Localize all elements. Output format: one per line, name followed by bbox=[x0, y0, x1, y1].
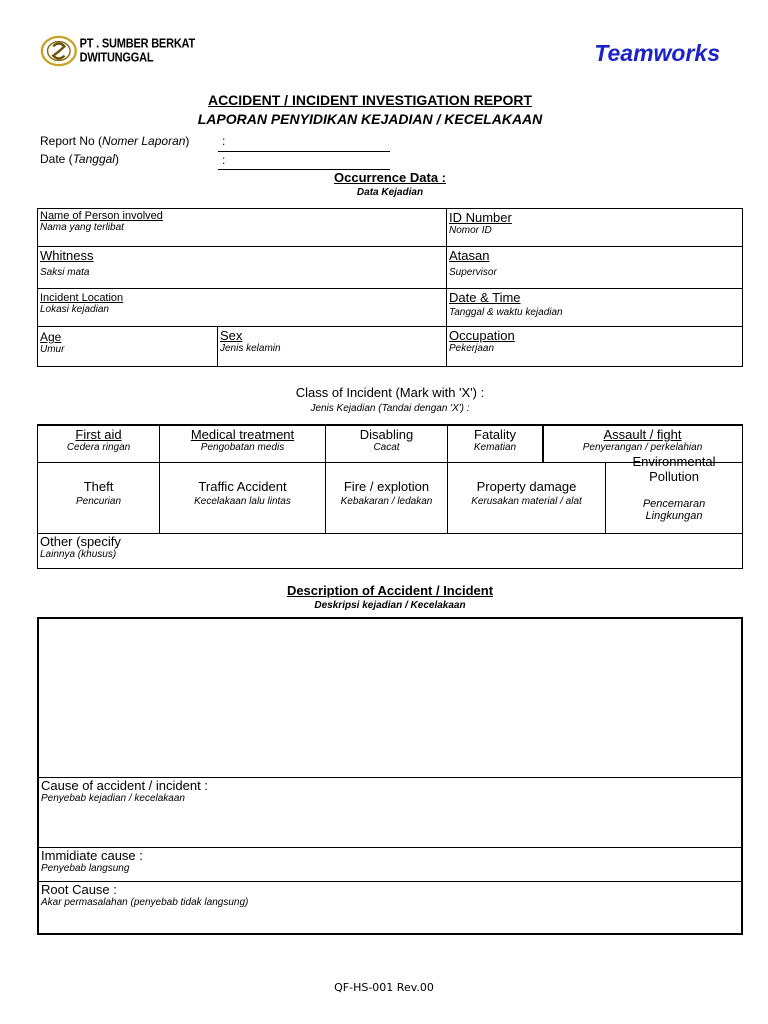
occurrence-title: Occurrence Data : bbox=[334, 170, 446, 185]
id-number-cell[interactable]: ID Number Nomor ID bbox=[447, 209, 742, 247]
class-first-aid[interactable]: First aid Cedera ringan bbox=[38, 426, 160, 462]
occurrence-table bbox=[37, 208, 743, 367]
date-time-cell[interactable]: Date & Time Tanggal & waktu kejadian bbox=[447, 289, 742, 327]
description-subtitle: Deskripsi kejadian / Kecelakaan bbox=[314, 600, 466, 611]
age-cell[interactable]: Age Umur bbox=[38, 327, 218, 366]
company-logo-icon bbox=[40, 35, 78, 67]
class-environmental-pollution[interactable]: Environmental Pollution Pencemaran Lingkungan bbox=[632, 454, 716, 522]
report-no-colon: : bbox=[222, 134, 226, 148]
immediate-cause-field[interactable]: Immidiate cause : Penyebab langsung bbox=[41, 848, 143, 874]
description-title: Description of Accident / Incident bbox=[286, 583, 494, 598]
root-cause-field[interactable]: Root Cause : Akar permasalahan (penyebab tidak langsung) bbox=[41, 882, 249, 908]
supervisor-cell[interactable]: Atasan Supervisor bbox=[447, 247, 742, 289]
cause-field[interactable]: Cause of accident / incident : Penyebab kejadian / kecelakaan bbox=[41, 778, 208, 804]
description-field[interactable] bbox=[39, 619, 741, 777]
class-disabling[interactable]: Disabling Cacat bbox=[326, 426, 448, 462]
class-fatality[interactable]: Fatality Kematian bbox=[448, 426, 544, 462]
class-medical-treatment[interactable]: Medical treatment Pengobatan medis bbox=[160, 426, 326, 462]
form-code: QF-HS-001 Rev.00 bbox=[334, 981, 434, 994]
date-colon: : bbox=[222, 153, 226, 167]
class-property-damage[interactable]: Property damage Kerusakan material / alat bbox=[448, 463, 606, 533]
brand-name: Teamworks bbox=[594, 40, 720, 66]
report-title: ACCIDENT / INCIDENT INVESTIGATION REPORT bbox=[207, 92, 533, 108]
report-subtitle: LAPORAN PENYIDIKAN KEJADIAN / KECELAKAAN bbox=[197, 111, 543, 127]
class-assault-fight[interactable]: Assault / fight Penyerangan / perkelahian bbox=[582, 427, 703, 453]
location-cell[interactable]: Incident Location Lokasi kejadian bbox=[38, 289, 447, 327]
sex-cell[interactable]: Sex Jenis kelamin bbox=[218, 327, 447, 366]
description-box bbox=[37, 617, 743, 935]
class-fire-explosion[interactable]: Fire / explotion Kebakaran / ledakan bbox=[326, 463, 448, 533]
class-traffic-accident[interactable]: Traffic Accident Kecelakaan lalu lintas bbox=[160, 463, 326, 533]
report-no-label: Report No (Nomer Laporan) bbox=[40, 134, 190, 148]
occupation-cell[interactable]: Occupation Pekerjaan bbox=[449, 328, 515, 354]
date-label: Date (Tanggal) bbox=[40, 152, 119, 166]
class-other[interactable]: Other (specify Lainnya (khusus) bbox=[40, 534, 121, 560]
name-cell[interactable]: Name of Person involved Nama yang terlibat bbox=[38, 209, 447, 247]
class-title: Class of Incident (Mark with 'X') : bbox=[295, 385, 485, 400]
report-no-field[interactable] bbox=[218, 151, 390, 152]
class-subtitle: Jenis Kejadian (Tandai dengan 'X') : bbox=[310, 403, 470, 414]
company-logo bbox=[40, 34, 255, 68]
occurrence-subtitle: Data Kejadian bbox=[356, 187, 424, 198]
witness-cell[interactable]: Whitness Saksi mata bbox=[38, 247, 447, 289]
class-theft[interactable]: Theft Pencurian bbox=[38, 463, 160, 533]
company-name: PT . SUMBER BERKAT DWITUNGGAL bbox=[79, 37, 196, 65]
class-table bbox=[37, 424, 743, 569]
